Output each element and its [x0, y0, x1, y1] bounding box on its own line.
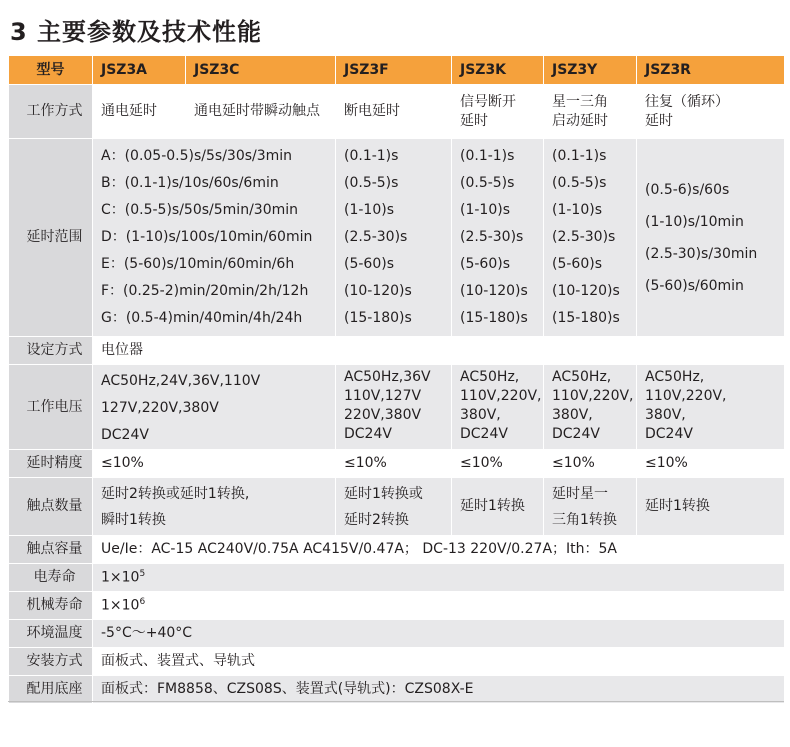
contacts-y: 延时星一 三角1转换 [544, 478, 637, 536]
capacity-value: Ue/Ie：AC-15 AC240V/0.75A AC415V/0.47A； DC-13 220V/0.27A；Ith：5A [93, 536, 785, 564]
label-install: 安装方式 [9, 648, 93, 676]
install-value: 面板式、装置式、导轨式 [93, 648, 785, 676]
accuracy-f: ≤10% [336, 450, 452, 478]
mode-r: 往复（循环） 延时 [637, 85, 785, 139]
range-y: (0.1-1)s (0.5-5)s (1-10)s (2.5-30)s (5-60)s (10-120)s (15-180)s [544, 139, 637, 337]
table-bottom-divider [8, 701, 784, 702]
voltage-k: AC50Hz, 110V,220V, 380V, DC24V [452, 365, 544, 450]
header-jsz3f: JSZ3F [336, 56, 452, 85]
temp-value: -5°C～+40°C [93, 620, 785, 648]
header-jsz3a: JSZ3A [93, 56, 186, 85]
mode-f: 断电延时 [336, 85, 452, 139]
base-value: 面板式：FM8858、CZS08S、装置式(导轨式)：CZS08X-E [93, 676, 785, 704]
row-install [9, 648, 785, 676]
accuracy-y: ≤10% [544, 450, 637, 478]
label-temp: 环境温度 [9, 620, 93, 648]
row-voltage [9, 365, 785, 450]
row-range [9, 139, 785, 337]
mode-k: 信号断开 延时 [452, 85, 544, 139]
header-jsz3r: JSZ3R [637, 56, 785, 85]
row-temp [9, 620, 785, 648]
header-jsz3c: JSZ3C [186, 56, 336, 85]
row-mech-life [9, 592, 785, 620]
accuracy-ac: ≤10% [93, 450, 336, 478]
label-contacts: 触点数量 [9, 478, 93, 536]
label-voltage: 工作电压 [9, 365, 93, 450]
row-base [9, 676, 785, 704]
contacts-ac: 延时2转换或延时1转换, 瞬时1转换 [93, 478, 336, 536]
header-model: 型号 [9, 56, 93, 85]
mode-y: 星一三角 启动延时 [544, 85, 637, 139]
range-f: (0.1-1)s (0.5-5)s (1-10)s (2.5-30)s (5-60)s (10-120)s (15-180)s [336, 139, 452, 337]
voltage-y: AC50Hz, 110V,220V, 380V, DC24V [544, 365, 637, 450]
row-accuracy [9, 450, 785, 478]
accuracy-k: ≤10% [452, 450, 544, 478]
label-elec-life: 电寿命 [9, 564, 93, 592]
contacts-f: 延时1转换或 延时2转换 [336, 478, 452, 536]
contacts-k: 延时1转换 [452, 478, 544, 536]
setting-value: 电位器 [93, 337, 785, 365]
range-ac: A：(0.05-0.5)s/5s/30s/3min B：(0.1-1)s/10s/60s/6min C：(0.5-5)s/50s/5min/30min D：(1-10)s/100s/10min/60min E：(5-60)s/10min/60min/6h F：(0.25-2)min/20min/2h/12h G：(0.5-4)min/40min/4h/24h [93, 139, 336, 337]
page-title: 3 主要参数及技术性能 [10, 18, 263, 46]
label-base: 配用底座 [9, 676, 93, 704]
voltage-f: AC50Hz,36V 110V,127V 220V,380V DC24V [336, 365, 452, 450]
row-contacts [9, 478, 785, 536]
spec-table [8, 55, 785, 704]
mode-c: 通电延时带瞬动触点 [186, 85, 336, 139]
voltage-ac: AC50Hz,24V,36V,110V 127V,220V,380V DC24V [93, 365, 336, 450]
accuracy-r: ≤10% [637, 450, 785, 478]
label-mech-life: 机械寿命 [9, 592, 93, 620]
range-k: (0.1-1)s (0.5-5)s (1-10)s (2.5-30)s (5-60)s (10-120)s (15-180)s [452, 139, 544, 337]
label-mode: 工作方式 [9, 85, 93, 139]
header-row [9, 56, 785, 85]
voltage-r: AC50Hz, 110V,220V, 380V, DC24V [637, 365, 785, 450]
row-mode [9, 85, 785, 139]
row-elec-life [9, 564, 785, 592]
label-range: 延时范围 [9, 139, 93, 337]
elec-life-value: $1\times 10^5$ [93, 564, 785, 592]
mode-a: 通电延时 [93, 85, 186, 139]
header-jsz3y: JSZ3Y [544, 56, 637, 85]
label-accuracy: 延时精度 [9, 450, 93, 478]
label-capacity: 触点容量 [9, 536, 93, 564]
contacts-r: 延时1转换 [637, 478, 785, 536]
row-capacity [9, 536, 785, 564]
mech-life-value: $1\times 10^6$ [93, 592, 785, 620]
row-setting [9, 337, 785, 365]
label-setting: 设定方式 [9, 337, 93, 365]
header-jsz3k: JSZ3K [452, 56, 544, 85]
range-r: (0.5-6)s/60s (1-10)s/10min (2.5-30)s/30min (5-60)s/60min [637, 139, 785, 337]
